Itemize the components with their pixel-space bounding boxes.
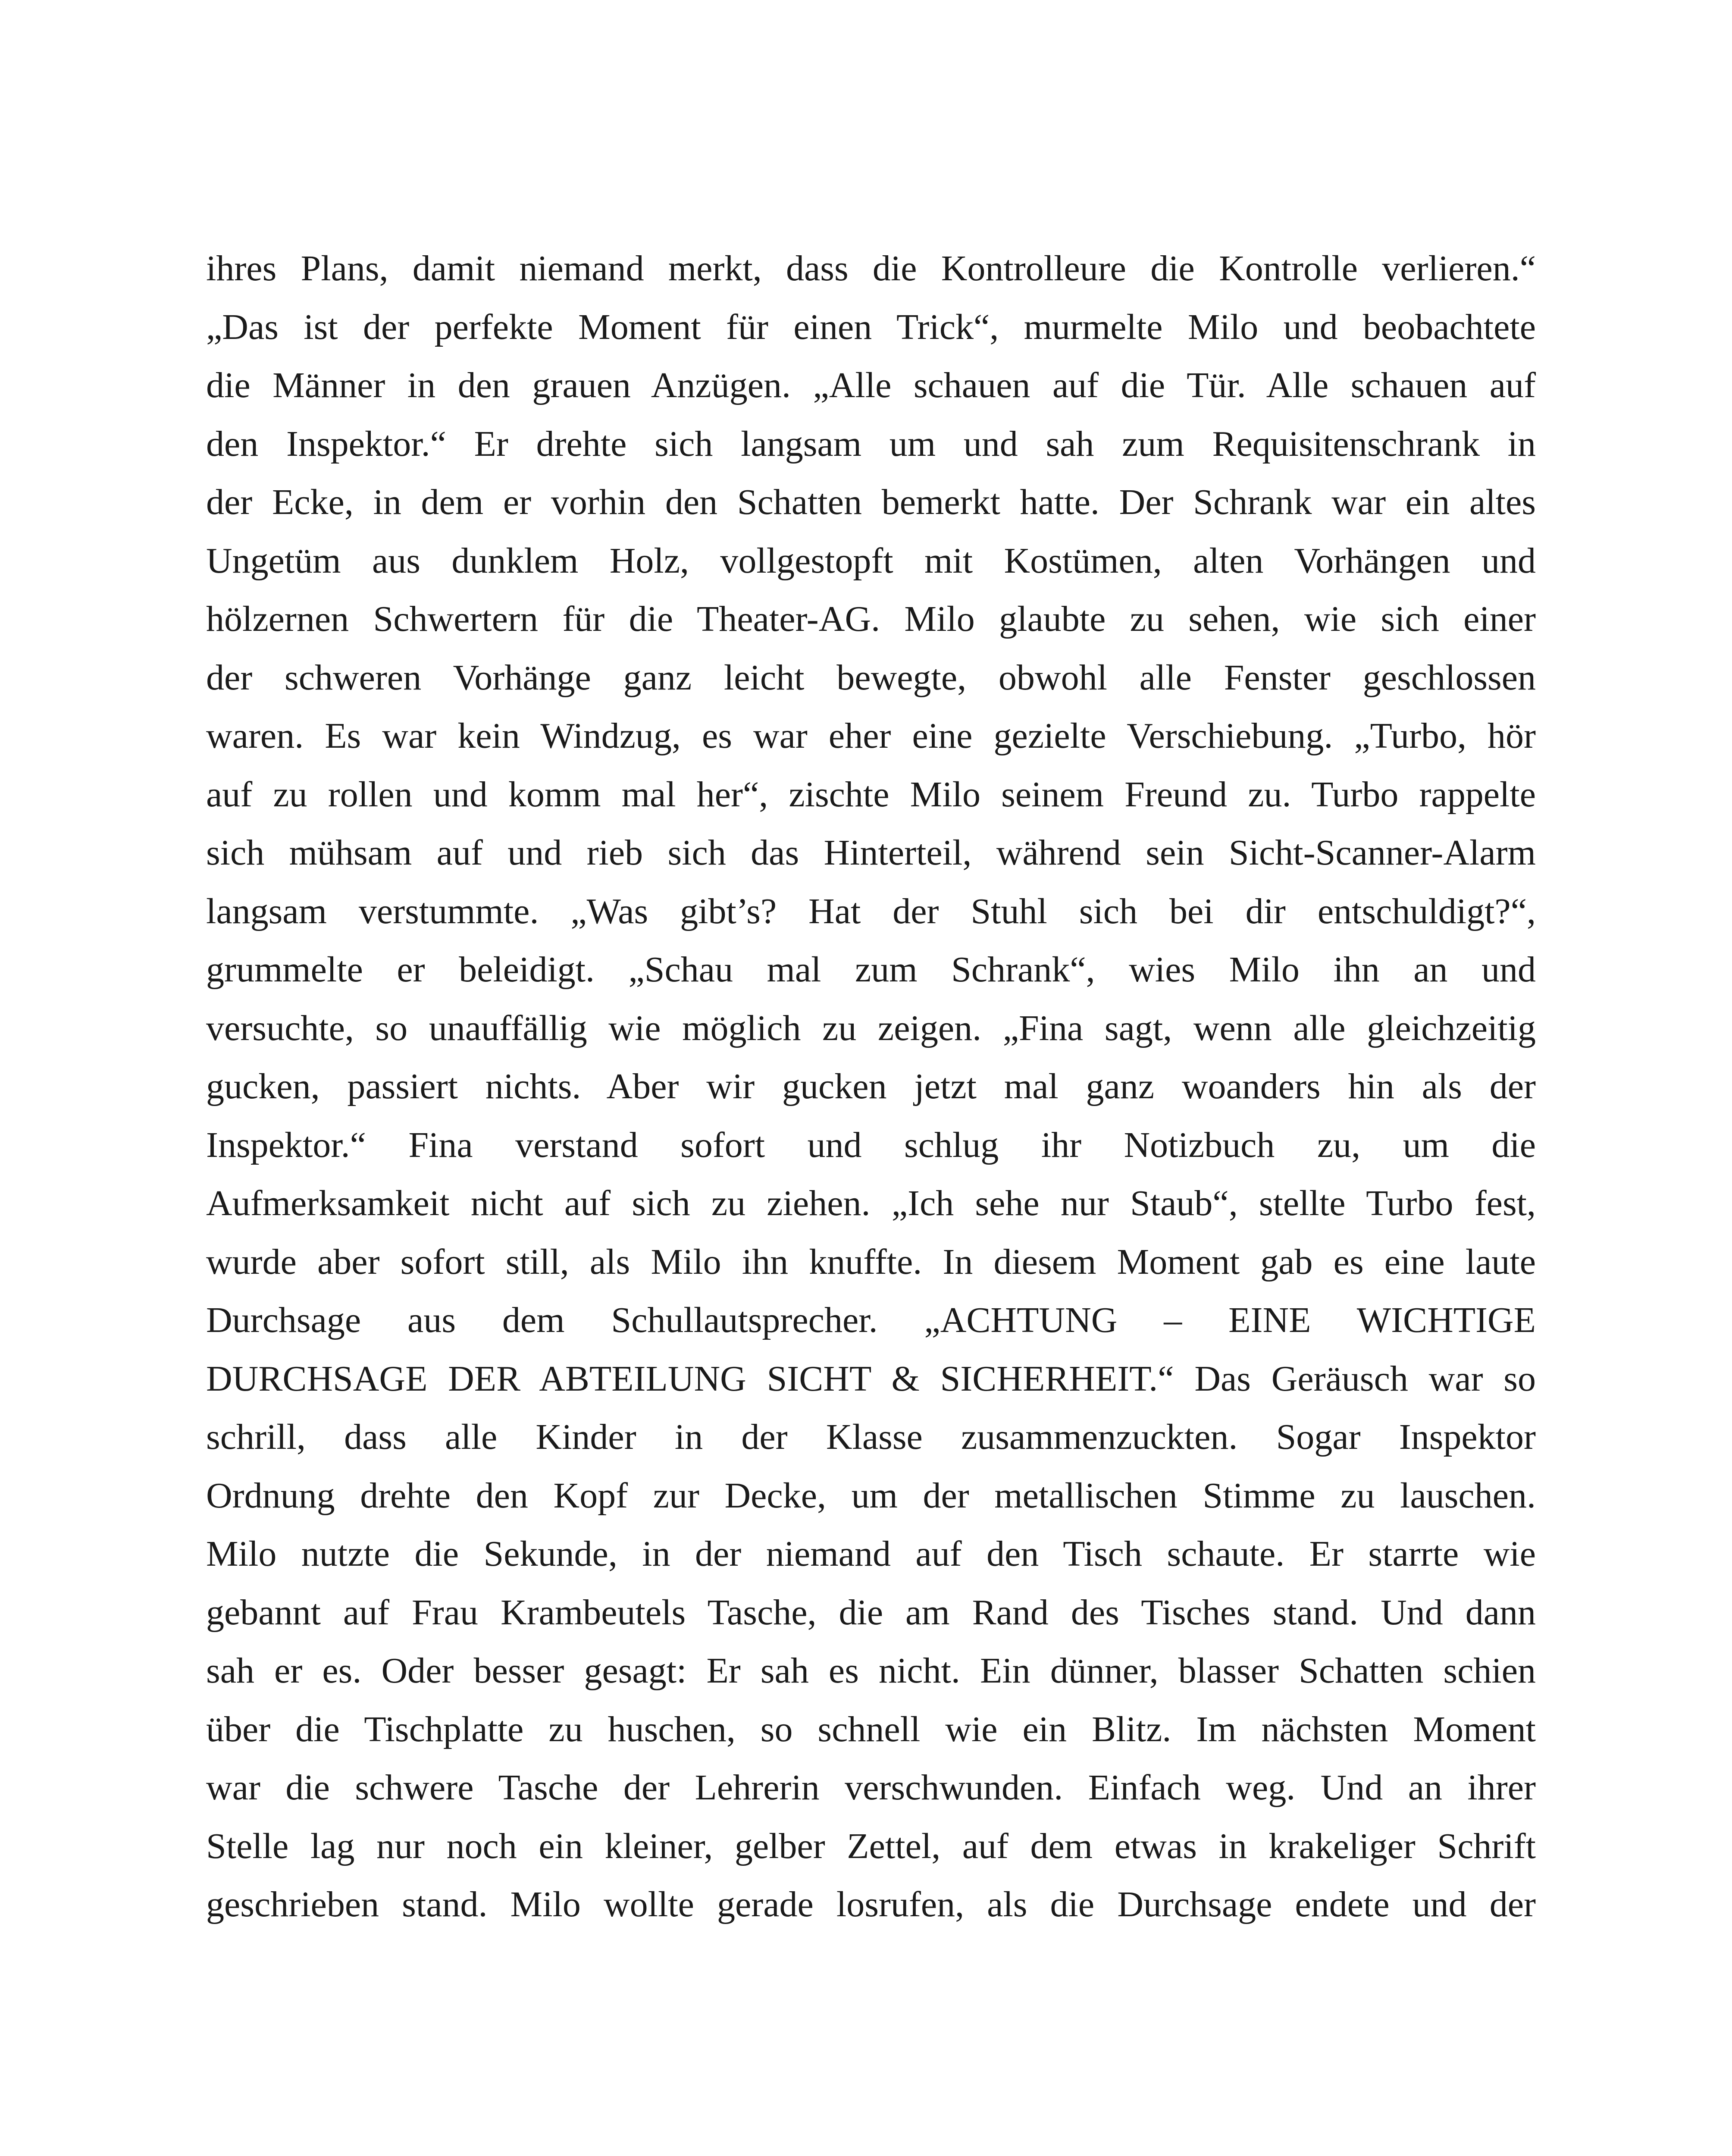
text-line: geschrieben stand. Milo wollte gerade losrufen, als die Durchsage endete und der bbox=[206, 1884, 1536, 1924]
text-line: langsam verstummte. „Was gibt’s? Hat der Stuhl sich bei dir entschuldigt?“, bbox=[206, 891, 1536, 931]
text-line: der schweren Vorhänge ganz leicht bewegte, obwohl alle Fenster geschlossen bbox=[206, 657, 1536, 698]
text-line: „Das ist der perfekte Moment für einen Trick“, murmelte Milo und beobachtete bbox=[206, 307, 1536, 347]
text-line: hölzernen Schwertern für die Theater-AG. Milo glaubte zu sehen, wie sich einer bbox=[206, 599, 1536, 639]
text-line: die Männer in den grauen Anzügen. „Alle schauen auf die Tür. Alle schauen auf bbox=[206, 365, 1536, 405]
text-line: gebannt auf Frau Krambeutels Tasche, die am Rand des Tisches stand. Und dann bbox=[206, 1592, 1536, 1633]
text-line: Milo nutzte die Sekunde, in der niemand auf den Tisch schaute. Er starrte wie bbox=[206, 1534, 1536, 1574]
text-line: waren. Es war kein Windzug, es war eher eine gezielte Verschiebung. „Turbo, hör bbox=[206, 716, 1536, 756]
body-text bbox=[206, 239, 1536, 1934]
text-line: der Ecke, in dem er vorhin den Schatten bemerkt hatte. Der Schrank war ein altes bbox=[206, 482, 1536, 522]
text-line: auf zu rollen und komm mal her“, zischte Milo seinem Freund zu. Turbo rappelte bbox=[206, 774, 1536, 815]
text-line: war die schwere Tasche der Lehrerin verschwunden. Einfach weg. Und an ihrer bbox=[206, 1767, 1536, 1808]
text-line: DURCHSAGE DER ABTEILUNG SICHT & SICHERHEIT.“ Das Geräusch war so bbox=[206, 1358, 1536, 1399]
text-line: sah er es. Oder besser gesagt: Er sah es nicht. Ein dünner, blasser Schatten schien bbox=[206, 1651, 1536, 1691]
text-line: Stelle lag nur noch ein kleiner, gelber Zettel, auf dem etwas in krakeliger Schrift bbox=[206, 1826, 1536, 1866]
text-line: ihres Plans, damit niemand merkt, dass die Kontrolleure die Kontrolle verlieren.“ bbox=[206, 248, 1536, 288]
text-line: sich mühsam auf und rieb sich das Hinterteil, während sein Sicht-Scanner-Alarm bbox=[206, 833, 1536, 873]
text-line: Aufmerksamkeit nicht auf sich zu ziehen. „Ich sehe nur Staub“, stellte Turbo fest, bbox=[206, 1183, 1536, 1223]
text-line: den Inspektor.“ Er drehte sich langsam um und sah zum Requisitenschrank in bbox=[206, 423, 1536, 464]
text-line: Durchsage aus dem Schullautsprecher. „ACHTUNG – EINE WICHTIGE bbox=[206, 1300, 1536, 1340]
text-line: schrill, dass alle Kinder in der Klasse zusammenzuckten. Sogar Inspektor bbox=[206, 1417, 1536, 1457]
text-line: Ungetüm aus dunklem Holz, vollgestopft mit Kostümen, alten Vorhängen und bbox=[206, 540, 1536, 581]
text-line: grummelte er beleidigt. „Schau mal zum Schrank“, wies Milo ihn an und bbox=[206, 950, 1536, 990]
text-line: gucken, passiert nichts. Aber wir gucken jetzt mal ganz woanders hin als der bbox=[206, 1066, 1536, 1106]
text-line: über die Tischplatte zu huschen, so schnell wie ein Blitz. Im nächsten Moment bbox=[206, 1709, 1536, 1749]
text-line: versuchte, so unauffällig wie möglich zu zeigen. „Fina sagt, wenn alle gleichzeitig bbox=[206, 1008, 1536, 1048]
text-line: Ordnung drehte den Kopf zur Decke, um der metallischen Stimme zu lauschen. bbox=[206, 1475, 1536, 1516]
text-line: Inspektor.“ Fina verstand sofort und schlug ihr Notizbuch zu, um die bbox=[206, 1125, 1536, 1165]
text-line: wurde aber sofort still, als Milo ihn knuffte. In diesem Moment gab es eine laute bbox=[206, 1241, 1536, 1282]
